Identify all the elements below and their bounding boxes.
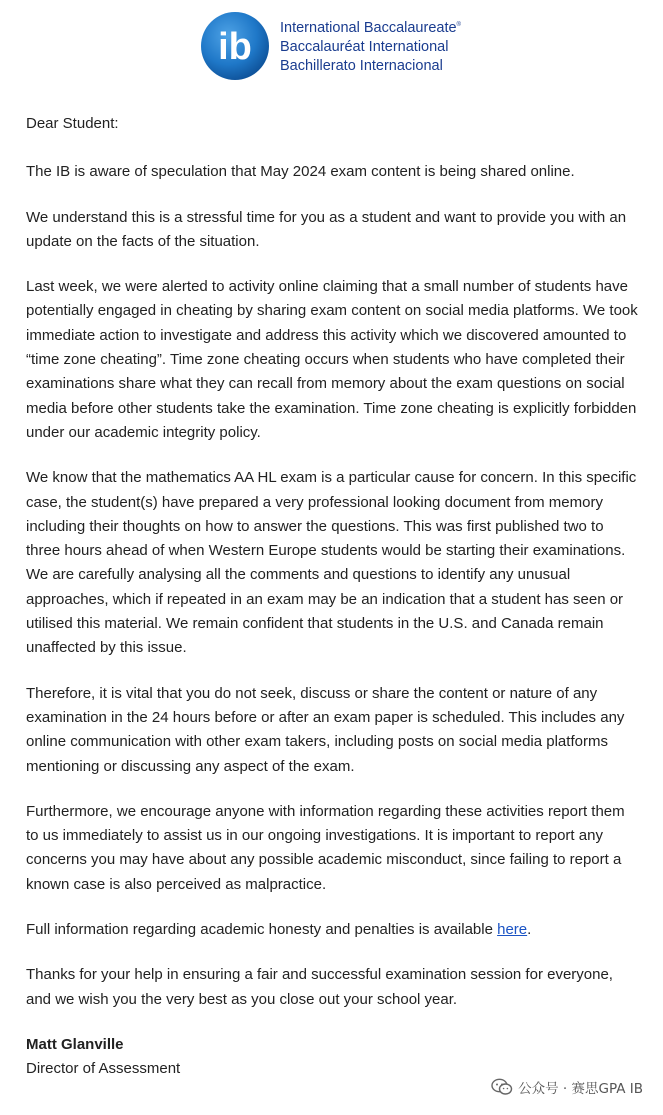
- org-names: [280, 16, 461, 76]
- paragraph-7: [26, 918, 638, 942]
- greeting: Dear Student:: [26, 115, 119, 132]
- paragraph-6: Furthermore, we encourage anyone with information regarding these activities report them to us immediately to assist us in our ongoing investigations. It is important to report any concerns you may have about any possible academic misconduct, since failing to report a known case is also perceived as malpractice.: [26, 802, 625, 893]
- ib-header: [200, 8, 461, 84]
- paragraph-3: Last week, we were alerted to activity online claiming that a small number of students have potentially engaged in cheating by sharing exam content on social media platforms. We took immediate action to investigate and address this activity which we discovered amounted to “time zone cheating”. Time zone cheating occurs when students who have completed their examinations share what they can recall from memory about the exam questions on social media before other students take the examination. Time zone cheating is explicitly forbidden under our academic integrity policy.: [26, 278, 638, 441]
- here-link[interactable]: here: [497, 921, 528, 939]
- org-name-fr: Baccalauréat International: [280, 38, 449, 55]
- paragraph-7-text: Full information regarding academic honesty and penalties is available: [26, 921, 498, 939]
- watermark: [491, 1077, 643, 1097]
- wechat-icon: [491, 1078, 513, 1096]
- paragraph-5: Therefore, it is vital that you do not seek, discuss or share the content or nature of any examination in the 24 hours before or after an exam paper is scheduled. This includes any online communication with other exam takers, including posts on social media platforms mentioning or discussing any aspect of the exam.: [26, 684, 625, 775]
- paragraph-4: We know that the mathematics AA HL exam is a particular cause for concern. In this specific case, the student(s) have prepared a very professional looking document from memory including their thoughts on how to answer the questions. This was first published two to three hours ahead of when Western Europe students would be starting their examinations. We are carefully analysing all the comments and questions to identify any unusual approaches, which if repeated in an exam may be an indication that a student has seen or utilised this material. We remain confident that students in the U.S. and Canada remain unaffected by this issue.: [26, 469, 637, 657]
- registered-mark: ®: [456, 22, 461, 29]
- paragraph-7-end: .: [527, 921, 532, 939]
- logo-text: ib: [218, 26, 252, 68]
- paragraph-1: The IB is aware of speculation that May 2024 exam content is being shared online.: [26, 163, 575, 181]
- org-name-en: International Baccalaureate®: [280, 19, 461, 36]
- signature-title: Director of Assessment: [26, 1059, 181, 1077]
- watermark-text: 公众号 · 赛思GPA IB: [518, 1081, 643, 1097]
- org-name-es: Bachillerato Internacional: [280, 57, 443, 74]
- letter-body: [26, 112, 638, 1081]
- paragraph-8: Thanks for your help in ensuring a fair and successful examination session for everyone, and we wish you the very best as you close out your school year.: [26, 966, 613, 1008]
- paragraph-2: We understand this is a stressful time for you as a student and want to provide you with an update on the facts of the situation.: [26, 208, 627, 250]
- ib-logo: [200, 11, 270, 81]
- signature-name: Matt Glanville: [26, 1035, 124, 1053]
